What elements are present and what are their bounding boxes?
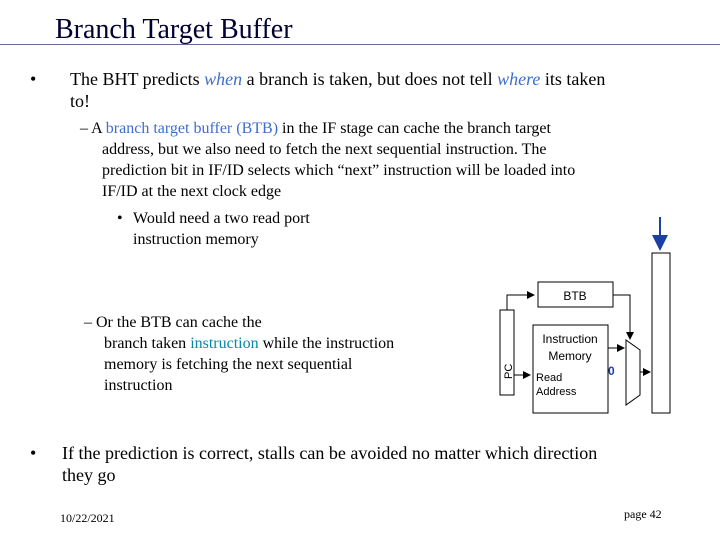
- dash-1-text: [80, 118, 680, 202]
- btb-to-mux-wire: [613, 295, 630, 339]
- dash-1-highlight: branch target buffer (BTB): [105, 120, 279, 137]
- pc-to-btb-wire: [507, 295, 534, 310]
- bullet-1-em-when: when: [204, 69, 243, 89]
- sub-bullet-line1: Would need a two read port: [133, 210, 310, 227]
- bullet-1-after: its taken: [540, 69, 606, 89]
- footer-page-number: page 42: [624, 507, 662, 521]
- bullet-1-middle: a branch is taken, but does not tell: [242, 69, 498, 89]
- bullet-1-text: [70, 68, 710, 112]
- dash-1-line4: IF/ID at the next clock edge: [102, 183, 282, 200]
- sub-bullet-marker: •: [117, 210, 123, 227]
- mem-label-line2: Memory: [548, 349, 592, 363]
- dash-1-line2: address, but we also need to fetch the next sequential instruction. The: [102, 141, 547, 158]
- sub-bullet-line2: instruction memory: [133, 231, 259, 248]
- dash-2-highlight: instruction: [190, 335, 259, 352]
- btb-label: BTB: [563, 289, 587, 303]
- dash-2-line2-after: while the instruction: [258, 335, 395, 352]
- bullet-2-line1: If the prediction is correct, stalls can be avoided no matter which direction: [62, 443, 598, 463]
- bullet-2-text: [62, 442, 712, 486]
- read-label: Read: [536, 372, 563, 384]
- bullet-1-line2: to!: [70, 91, 90, 111]
- bullet-2-line2: they go: [62, 465, 116, 485]
- sub-bullet-text: [133, 208, 393, 250]
- dash-1-prefix: – A: [80, 120, 106, 137]
- dash-1-line1-rest: in the IF stage can cache the branch target: [278, 120, 551, 137]
- bullet-1-em-where: where: [497, 69, 541, 89]
- ifid-register: [652, 253, 670, 413]
- title-divider: [0, 44, 720, 45]
- mem-label-line1: Instruction: [542, 332, 598, 346]
- bullet-1-before: The BHT predicts: [70, 69, 205, 89]
- dash-1-line3: prediction bit in IF/ID selects which “next” instruction will be loaded into: [102, 162, 576, 179]
- pc-label: PC: [503, 363, 515, 379]
- mux-input-label: 0: [608, 364, 615, 378]
- page-title: Branch Target Buffer: [55, 14, 293, 45]
- mux-shape: [626, 340, 640, 405]
- dash-2-line1: – Or the BTB can cache the: [84, 314, 262, 331]
- dash-2-line4: instruction: [104, 377, 173, 394]
- bullet-marker-2: •: [30, 443, 37, 463]
- footer-date: 10/22/2021: [60, 511, 115, 525]
- bullet-marker-1: •: [30, 69, 37, 89]
- dash-2-text: [84, 312, 454, 396]
- address-label: Address: [536, 386, 577, 398]
- dash-2-line3: memory is fetching the next sequential: [104, 356, 353, 373]
- dash-2-line2-before: branch taken: [104, 335, 191, 352]
- btb-diagram: [490, 215, 690, 415]
- pc-register: [500, 310, 514, 395]
